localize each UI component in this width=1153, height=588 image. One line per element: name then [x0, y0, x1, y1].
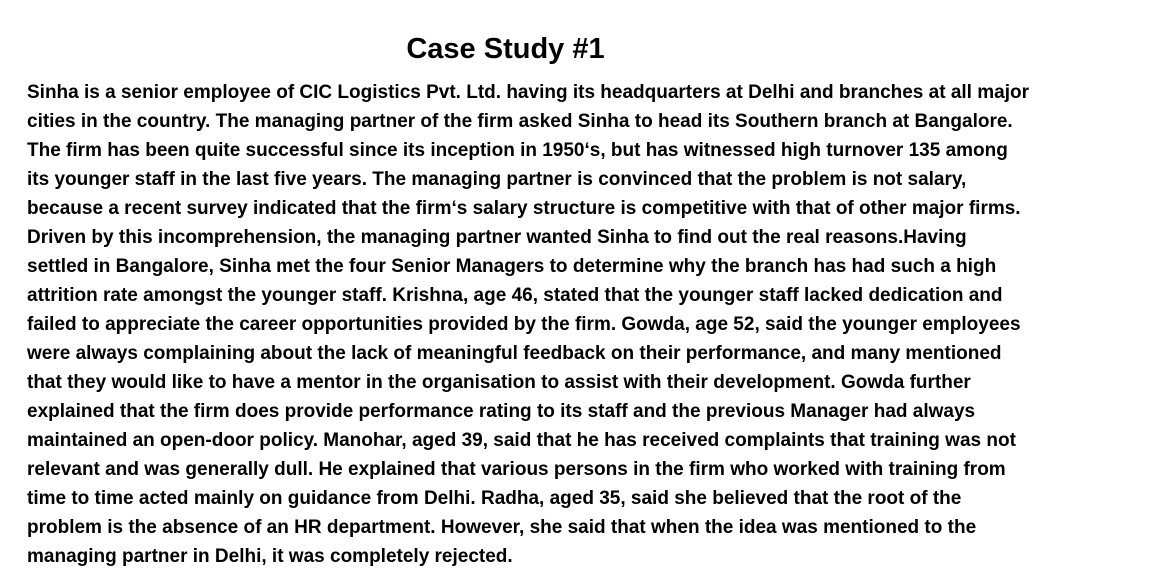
paragraph-line: were always complaining about the lack of meaningful feedback on their performance, and many mentioned: [27, 343, 1002, 364]
paragraph-line: attrition rate amongst the younger staff. Krishna, age 46, stated that the younger staff lacked dedication and: [27, 285, 1003, 306]
paragraph-line: explained that the firm does provide performance rating to its staff and the previous Manager had always: [27, 401, 976, 422]
paragraph-line: relevant and was generally dull. He explained that various persons in the firm who worked with training from: [27, 459, 1006, 480]
paragraph-line: settled in Bangalore, Sinha met the four Senior Managers to determine why the branch has had such a high: [27, 256, 997, 277]
page-title: Case Study #1: [406, 33, 605, 65]
paragraph-line: Sinha is a senior employee of CIC Logistics Pvt. Ltd. having its headquarters at Delhi and branches at all major: [27, 82, 1029, 103]
paragraph-line: time to time acted mainly on guidance from Delhi. Radha, aged 35, said she believed that the root of the: [27, 488, 962, 509]
paragraph-line: cities in the country. The managing partner of the firm asked Sinha to head its Southern branch at Bangalore.: [27, 111, 1013, 132]
paragraph-line: its younger staff in the last five years. The managing partner is convinced that the problem is not salary,: [27, 169, 967, 190]
case-study-paragraph: [27, 78, 1142, 571]
paragraph-line: The firm has been quite successful since its inception in 1950‘s, but has witnessed high turnover 135 among: [27, 140, 1008, 161]
paragraph-line: Driven by this incomprehension, the managing partner wanted Sinha to find out the real reasons.Having: [27, 227, 967, 248]
paragraph-line: maintained an open-door policy. Manohar, aged 39, said that he has received complaints that training was not: [27, 430, 1016, 451]
paragraph-line: failed to appreciate the career opportunities provided by the firm. Gowda, age 52, said the younger employees: [27, 314, 1021, 335]
paragraph-line: because a recent survey indicated that the firm‘s salary structure is competitive with that of other major firms.: [27, 198, 1021, 219]
paragraph-line: that they would like to have a mentor in the organisation to assist with their development. Gowda further: [27, 372, 971, 393]
paragraph-line: managing partner in Delhi, it was completely rejected.: [27, 546, 513, 567]
paragraph-line: problem is the absence of an HR department. However, she said that when the idea was mentioned to the: [27, 517, 977, 538]
